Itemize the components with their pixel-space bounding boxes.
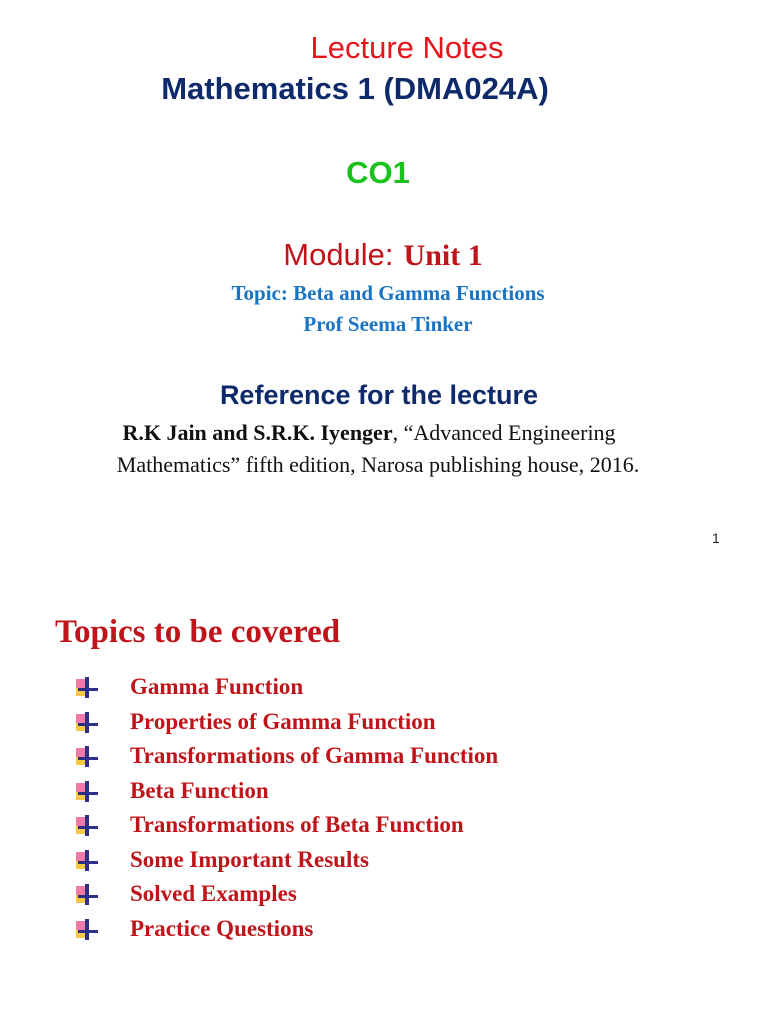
topics-heading: Topics to be covered: [55, 614, 341, 650]
list-item: [74, 912, 498, 947]
topic-text: Solved Examples: [130, 881, 297, 907]
reference-authors: R.K Jain and S.R.K. Iyenger: [122, 420, 393, 445]
list-item: [74, 739, 498, 774]
reference-heading: Reference for the lecture: [219, 380, 539, 410]
professor-name: Prof Seema Tinker: [303, 312, 473, 336]
list-item: [74, 808, 498, 843]
list-item: [74, 843, 498, 878]
course-title: Mathematics 1 (DMA024A): [161, 71, 549, 106]
bullet-icon: [74, 883, 100, 905]
topic-text: Beta Function: [130, 777, 269, 803]
list-item: [74, 877, 498, 912]
topic-text: Gamma Function: [130, 674, 304, 700]
list-item: [74, 774, 498, 809]
topic-line: Topic: Beta and Gamma Functions: [231, 281, 545, 305]
topic-text: Practice Questions: [130, 915, 314, 941]
module-label: Module:: [283, 237, 394, 272]
page-number: 1: [712, 530, 720, 546]
reference-title-start: , “Advanced Engineering: [392, 420, 616, 445]
bullet-icon: [74, 814, 100, 836]
topic-text: Transformations of Gamma Function: [130, 743, 499, 769]
co-label: CO1: [346, 155, 410, 190]
bullet-icon: [74, 676, 100, 698]
bullet-icon: [74, 780, 100, 802]
topic-text: Transformations of Beta Function: [130, 812, 464, 838]
list-item: [74, 670, 498, 705]
reference-line-1: [0, 420, 738, 446]
topic-text: Properties of Gamma Function: [130, 708, 436, 734]
bullet-icon: [74, 918, 100, 940]
bullet-icon: [74, 849, 100, 871]
module-value: Unit 1: [403, 239, 483, 272]
bullet-icon: [74, 711, 100, 733]
lecture-title: Lecture Notes: [310, 30, 504, 65]
reference-line-2: Mathematics” fifth edition, Narosa publishing house, 2016.: [116, 452, 640, 477]
topic-text: Some Important Results: [130, 846, 369, 872]
list-item: [74, 705, 498, 740]
topics-list: [74, 670, 498, 946]
module-line: [0, 237, 766, 273]
bullet-icon: [74, 745, 100, 767]
